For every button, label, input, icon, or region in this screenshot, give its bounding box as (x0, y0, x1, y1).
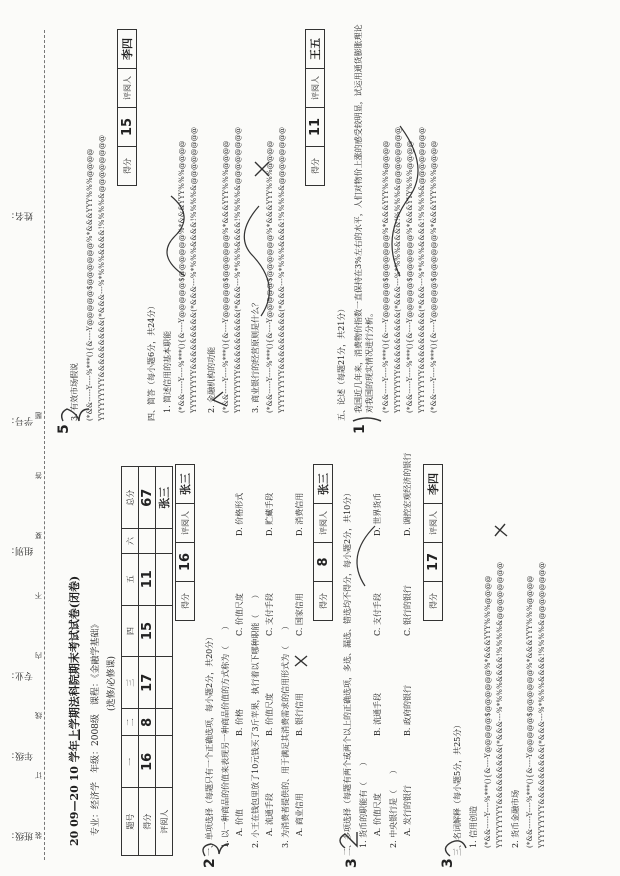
part1-question-1: 1. 以一种商品的价值来表现另一种商品价值的方式称为（ ） (221, 621, 230, 848)
part3-title: 三、名词解释（每小题5分，共25分） (453, 720, 462, 856)
pen-mark (295, 656, 307, 666)
pen-mark (445, 841, 466, 856)
part5-question: 我国近几年来，消费物价指数一直保持在3%左右的水平，人们对物价上涨的感受较明显，试运用通货膨胀理论对我国的现实情况进行分析。 (354, 24, 374, 413)
score-box-reviewer-label: 评阅人 (118, 69, 137, 108)
option: D. 调控宏观经济的银行 (403, 452, 412, 536)
part4-title: 四、简答（每小题6分，共24分） (147, 301, 156, 421)
score-box-score: 11 (306, 108, 325, 147)
margin-edge-char: 要 (35, 531, 42, 539)
year-end: —20 10 (68, 766, 81, 812)
part3-question-3: 3. 有效市场假说 (70, 362, 79, 421)
answer-text: (*&&-----Y----%***(){&----Y@@@@@$@@@@@@%*&&&YYY%%%@@@@ (266, 140, 274, 413)
margin-edge-char: 订 (35, 771, 42, 779)
option: A. 价值尺度 (373, 793, 382, 836)
course-type: (选修/必修课) (107, 655, 117, 711)
option: D. 价格形式 (235, 492, 244, 536)
pen-mark (357, 526, 375, 586)
part1-title: 一、单项选择（每题只有一个正确选项，每小题2分，共20分） (205, 632, 214, 856)
margin-edge-char: 题 (35, 411, 42, 419)
handwritten-mark: 5 (56, 424, 72, 434)
margin-class-label: 班级： (6, 830, 34, 840)
option: D. 世界货币 (373, 492, 382, 536)
answer-text: (*&&-----Y----%***(){&----Y@@@@@$@@@@@@%*&&&YYY%%%@@@@ (178, 140, 186, 413)
pen-mark (244, 206, 269, 316)
margin-edge-char: 答 (35, 471, 42, 479)
score-box-score: 8 (314, 543, 333, 582)
answer-text: (*&&-----Y----%***(){&----Y@@@@@$@@@@@@%*&&&YYY%%%@@@@ (484, 575, 492, 848)
binding-line (44, 30, 45, 860)
margin-grade-label: 年级： (6, 750, 34, 760)
part3-question-2: 2. 货币金融市场 (511, 789, 520, 848)
part1-question-3: 3. 为消费者提供的、用于满足其消费需求的信用形式为（ ） (281, 621, 290, 848)
answer-text: YYYYYYYYY&&&&&&&&&(*&&&---%*%%%&&&&!%%%%&@@@@@@@@ (418, 126, 426, 413)
margin-id-label: 学号： (6, 415, 34, 425)
header-cell: 六 (122, 529, 139, 553)
pen-mark (353, 418, 381, 421)
option: A. 价值 (235, 809, 244, 836)
option: C. 银行的银行 (403, 585, 412, 636)
answer-text: (*&&-----Y----%***(){&----Y@@@@@$@@@@@@%*&&&YYY%%%@@@@ (430, 140, 438, 413)
option: C. 支付手段 (265, 593, 274, 636)
score-box-reviewer-label: 评阅人 (314, 504, 333, 543)
score-cell: 15 (139, 605, 156, 657)
row-label: 评阅人 (156, 788, 173, 856)
answer-text: (*&&-----Y----%***(){&----Y@@@@@$@@@@@@%*&&&YYY%%%@@@@ (406, 140, 414, 413)
score-box-reviewer: 张三 (314, 465, 333, 504)
score-cell: 16 (139, 736, 156, 788)
part2-question-1: 1. 货币的职能有（ ） (359, 757, 368, 848)
row-label: 得分 (139, 788, 156, 856)
margin-name-label: 姓名： (6, 210, 34, 220)
pen-mark (203, 844, 229, 856)
score-box-label: 得分 (314, 582, 333, 621)
score-box-label: 得分 (424, 582, 443, 621)
score-box-reviewer-label: 评阅人 (306, 69, 325, 108)
title-suffix: 学期法科院期末考试试卷(闭卷) (68, 575, 81, 730)
header-cell: 总分 (122, 467, 139, 529)
exam-sheet (55, 0, 620, 876)
part1-question-2: 2. 小王在钱包里放了10元钱买了3斤苹果，执行着以下哪种职能（ ） (251, 590, 260, 848)
option: A. 商业信用 (295, 793, 304, 836)
score-box-label: 得分 (176, 582, 195, 621)
answer-text: YYYYYYYYY&&&&&&&&&(*&&&---%*%%%&&&&!%%%%&@@@@@@@@ (496, 561, 504, 848)
answer-text: YYYYYYYYY&&&&&&&&&(*&&&---%*%%%&&&&!%%%%&@@@@@@@@ (394, 126, 402, 413)
answer-text: YYYYYYYYY&&&&&&&&&(*&&&---%*%%%&&&&!%%%%&@@@@@@@@ (190, 126, 198, 413)
handwritten-marks (55, 0, 620, 876)
header-cell: 题号 (122, 788, 139, 856)
score-box-reviewer: 李四 (118, 30, 137, 69)
reviewer-signature: 张三 (156, 467, 173, 529)
term-prefix: 学年 (68, 740, 81, 763)
margin-major-label: 专业： (6, 670, 34, 680)
option: A. 流通手段 (265, 793, 274, 836)
option: C. 价值尺度 (235, 593, 244, 636)
score-box-score: 17 (424, 543, 443, 582)
option: C. 支付手段 (373, 593, 382, 636)
score-box-reviewer: 王五 (306, 30, 325, 69)
pen-mark (495, 524, 507, 536)
part4-question-3: 3. 商业银行的经营原则是什么？ (251, 298, 260, 413)
header-cell: 五 (122, 553, 139, 605)
option: B. 价值尺度 (265, 693, 274, 736)
pen-mark (62, 409, 89, 421)
year-start: 20 09 (68, 811, 81, 846)
option: B. 流通手段 (373, 693, 382, 736)
term-value: 上 (68, 729, 81, 741)
pen-mark (213, 392, 227, 406)
score-box-reviewer-label: 评阅人 (424, 504, 443, 543)
option: D. 消费信用 (295, 492, 304, 536)
option: B. 价格 (235, 709, 244, 736)
answer-text: (*&&-----Y----%***(){&----Y@@@@@$@@@@@@%*&&&YYY%%%@@@@ (222, 140, 230, 413)
margin-edge-char: 内 (35, 651, 42, 659)
score-cell: 17 (139, 657, 156, 709)
major-line: 专业：经济学 年级：2008级 课程：《金融学基础》 (91, 619, 101, 836)
pen-mark (167, 196, 185, 276)
score-box-reviewer-label: 评阅人 (176, 504, 195, 543)
pen-mark (392, 126, 418, 276)
pen-mark (340, 832, 357, 848)
margin-edge-char: 装 (35, 831, 42, 839)
part4-question-2: 2. 金融机构的功能 (207, 346, 216, 413)
option: A. 发行的银行 (403, 785, 412, 836)
score-box-label: 得分 (118, 147, 137, 186)
option: B. 政府的银行 (403, 685, 412, 736)
header-cell: 一 (122, 736, 139, 788)
margin-edge-char: 不 (35, 591, 42, 599)
answer-text: YYYYYYYYY&&&&&&&&&(*&&&---%*%%%&&&&!%%%%&@@@@@@@@ (234, 126, 242, 413)
score-box-score: 15 (118, 108, 137, 147)
score-box-reviewer: 李四 (424, 465, 443, 504)
handwritten-mark: 1 (352, 424, 368, 434)
part4-question-1: 1. 简述信用的基本职能 (163, 330, 172, 413)
option: D. 贮藏手段 (265, 492, 274, 536)
header-cell: 二 (122, 709, 139, 736)
part2-question-2: 2. 中央银行是（ ） (389, 765, 398, 848)
score-box-score: 16 (176, 543, 195, 582)
part3-question-1: 1. 信用创造 (469, 805, 478, 848)
handwritten-mark: 2 (202, 858, 218, 868)
answer-text: YYYYYYYYY&&&&&&&&&(*&&&---%*%%%&&&&!%%%%&@@@@@@@@ (278, 126, 286, 413)
answer-text: YYYYYYYYY&&&&&&&&&(*&&&---%*%%%&&&&!%%%%&@@@@@@@@ (538, 561, 546, 848)
answer-text: (*&&-----Y----%***(){&----Y@@@@@$@@@@@@%*&&&YYY%%%@@@@ (382, 140, 390, 413)
answer-text: (*&&-----Y----%***(){&----Y@@@@@$@@@@@@%*&&&YYY%%%@@@@ (526, 575, 534, 848)
binding-margin (0, 0, 55, 876)
part5-title: 五、论述（每题21分，共21分） (337, 304, 346, 421)
header-cell: 四 (122, 605, 139, 657)
option: C. 国家信用 (295, 593, 304, 636)
score-cell: 11 (139, 553, 156, 605)
answer-text: (*&&-----Y----%***(){&----Y@@@@@$@@@@@@%*&&&YYY%%%@@@@ (86, 148, 94, 421)
handwritten-mark: 3 (440, 858, 456, 868)
handwritten-mark: 3 (344, 858, 360, 868)
margin-group-label: 组别： (6, 545, 34, 555)
answer-text: YYYYYYYYY&&&&&&&&&(*&&&---%*%%%&&&&!%%%%&@@@@@@@@ (98, 134, 106, 421)
pen-mark (255, 162, 269, 176)
score-cell: 8 (139, 709, 156, 736)
part2-title: 二、多项选择（每题有两个或两个以上的正确选项，多选、漏选、错选均不得分，每小题2分，共10分） (343, 488, 352, 856)
total-score-cell: 67 (139, 467, 156, 529)
option: B. 银行信用 (295, 693, 304, 736)
margin-edge-char: 线 (35, 711, 42, 719)
score-box-reviewer: 张三 (176, 465, 195, 504)
header-cell: 三 (122, 657, 139, 709)
score-box-label: 得分 (306, 147, 325, 186)
